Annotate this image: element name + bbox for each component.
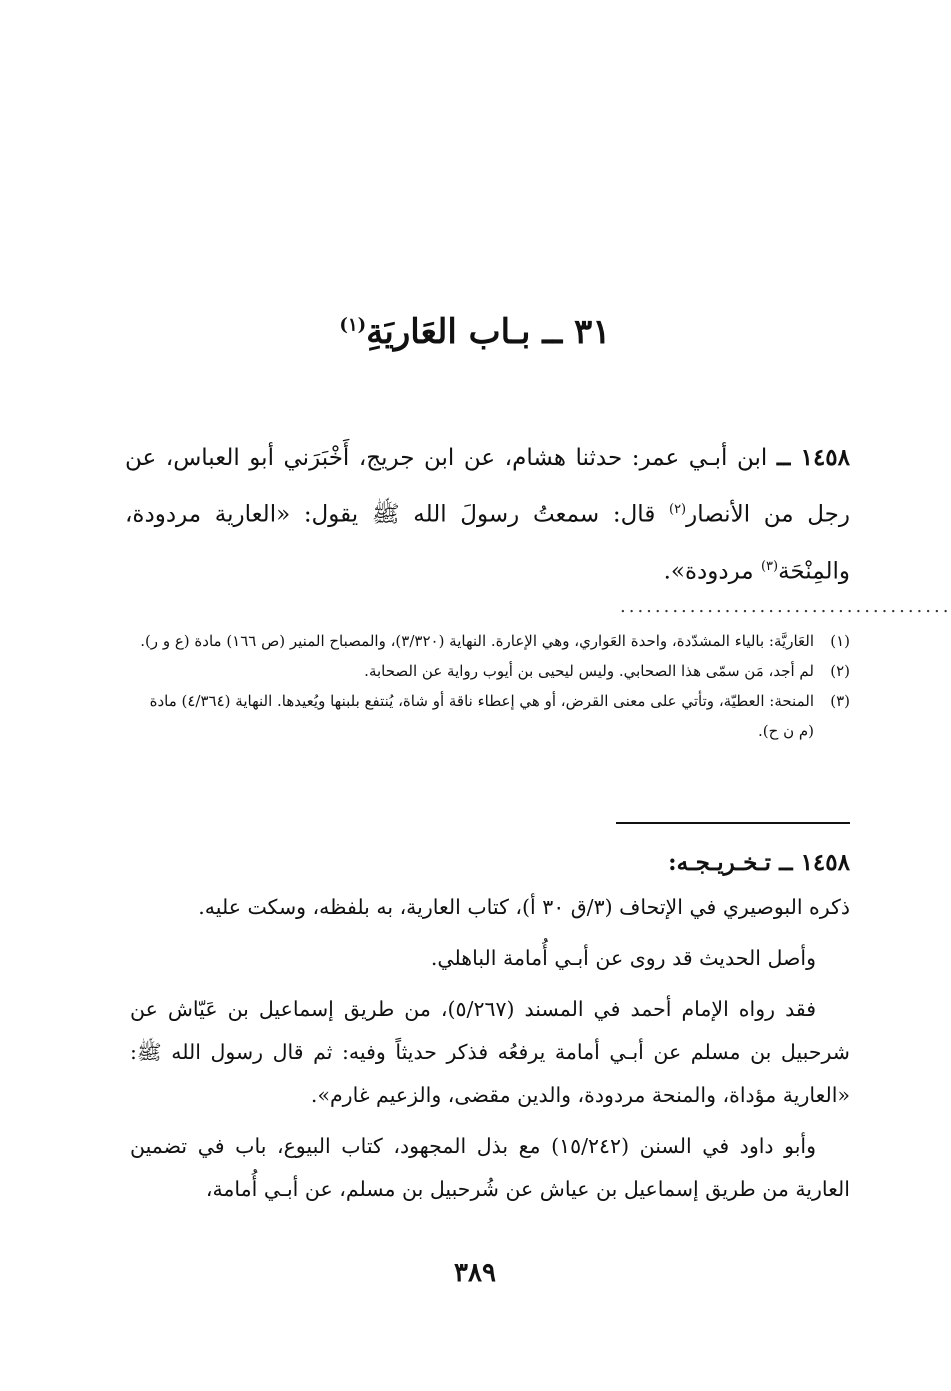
takhrij-body (130, 886, 850, 1219)
chapter-title-text: ٣١ ــ بـاب العَاريَةِ (366, 312, 611, 352)
footnote-text: العَاريَّة: بالياء المشدّدة، واحدة العَواري، وهي الإعارة. النهاية (٣/٣٢٠)، والمصباح المنير (ص ١٦٦) مادة (ع و ر). (140, 632, 814, 650)
page-number: ٣٨٩ (454, 1258, 496, 1288)
footnote-text: المنحة: العطيّة، وتأتي على معنى القرض، أو هي إعطاء ناقة أو شاة، يُنتفع بلبنها ويُعيدها. النهاية (٤/٣٦٤) مادة (م ن ح). (149, 692, 814, 740)
hadith-footnote-ref-2: (٢) (668, 502, 687, 517)
hadith-footnote-ref-3: (٣) (760, 558, 779, 574)
footnote-text: لم أجد، مَن سمّى هذا الصحابي. وليس ليحيى بن أيوب رواية عن الصحابة. (364, 662, 814, 680)
hadith-part-1: ابن أبـي عمر: حدثنا هشام، عن ابن جريج، أَخْبَرَني أبو العباس، عن رجل من الأنصار (125, 445, 850, 528)
hadith-number: ١٤٥٨ ــ (776, 444, 851, 471)
footnote-separator-dots: ...................................... (620, 596, 951, 617)
hadith-part-2: قال: سمعتُ رسولَ الله ﷺ يقول: «العارية مردودة، والمِنْحَة (125, 501, 850, 585)
footnote-number: (١) (830, 632, 850, 650)
chapter-title (0, 312, 950, 352)
takhrij-paragraph: ذكره البوصيري في الإتحاف (٣/ق ٣٠ أ)، كتاب العارية، به بلفظه، وسكت عليه. (198, 895, 850, 919)
hadith-part-3: مردودة». (663, 558, 761, 585)
section-divider-line (616, 822, 850, 824)
takhrij-paragraph: وأصل الحديث قد روى عن أبـي أُمامة الباهلي. (430, 946, 816, 970)
takhrij-paragraph: فقد رواه الإمام أحمد في المسند (٥/٢٦٧)، من طريق إسماعيل بن عَيّاش عن شرحبيل بن مسلم عن أبـي أمامة يرفعُه فذكر حديثاً وفيه: ثم قال رسول الله ﷺ: «العارية مؤداة، والمنحة مردودة، والدين مقضى، والزعيم غارم». (130, 997, 850, 1107)
chapter-title-footnote-ref: (١) (339, 314, 367, 336)
footnote-number: (٢) (830, 662, 850, 680)
hadith-text (125, 432, 850, 597)
footnote-number: (٣) (830, 692, 850, 710)
takhrij-heading: ١٤٥٨ ــ تـخـريـجـه: (668, 849, 850, 876)
takhrij-paragraph: وأبو داود في السنن (١٥/٢٤٢) مع بذل المجهود، كتاب البيوع، باب في تضمين العارية من طريق إسماعيل بن عياش عن شُرحبيل بن مسلم، عن أبـي أُمامة، (130, 1134, 850, 1201)
footnote-item (130, 686, 850, 746)
footnotes (130, 626, 850, 746)
footnote-item (130, 656, 850, 686)
footnote-item (130, 626, 850, 656)
